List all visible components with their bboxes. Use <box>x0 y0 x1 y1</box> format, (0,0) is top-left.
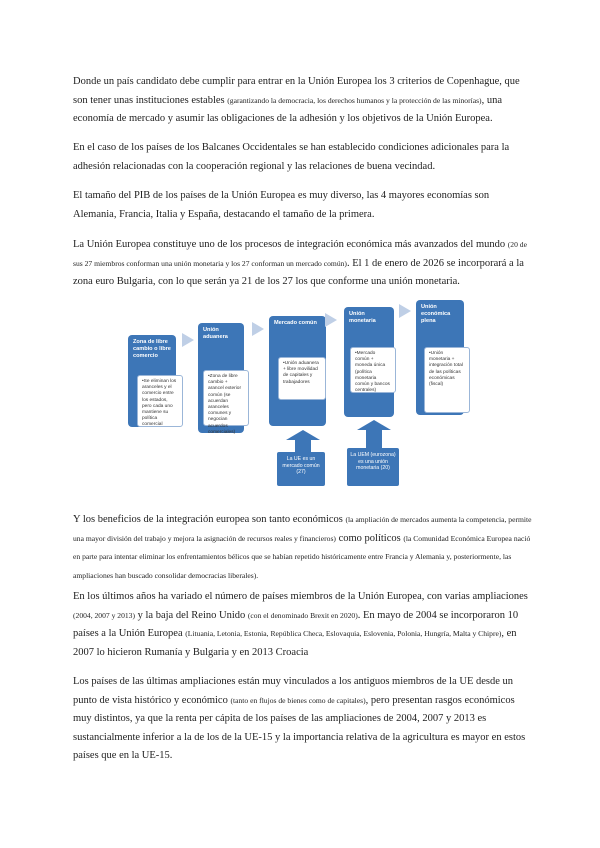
paragraph-integration: La Unión Europea constituye uno de los procesos de integración económica más avanzados del mundo (20 de sus 27 miembros conforman una unión monetaria y los 27 conforman un mercado común). El 1 de enero de 2026 se incorporará a la zona euro Bulgaria, con lo que serán ya 21 de los 27 los que conforme una unión monetaria. <box>73 239 527 287</box>
stage-free-trade: Zona de libre cambio o libre comercio <box>128 335 176 427</box>
paragraph-benefits: Y los beneficios de la integración europea son tanto económicos (la ampliación de mercados aumenta la competencia, permite una mayor división del trabajo y mejora la asignación de recursos reales y financieros) como políticos (la Comunidad Económica Europea nació en parte para intentar eliminar los enfrentamientos bélicos que se habían repetido históricamente entre Francia y Alemania y, posteriormente, las ampliaciones han buscado consolidar democracias liberales). <box>73 514 532 580</box>
stage-common-market: Mercado común <box>269 316 326 426</box>
stage-free-trade-box: •Se eliminan los aranceles y el comercio entre los estados, pero cada uno mantiene su política comercial <box>137 375 183 427</box>
arrow-icon <box>399 304 411 318</box>
paragraph-gdp: El tamaño del PIB de los países de la Unión Europea es muy diverso, las 4 mayores economías son Alemania, Francia, Italia y España, destacando el tamaño de la primera. <box>73 190 490 220</box>
up-arrow-icon <box>357 420 391 448</box>
paragraph-new-members: Los países de las últimas ampliaciones están muy vinculados a los antiguos miembros de la UE desde un punto de vista histórico y económico (tanto en flujos de bienes como de capitales), pero presentan rasgos económicos muy distintos, ya que la renta per cápita de los países de las ampliaciones de 2004, 2007 y 2013 es sustancialmente inferior a la de los de la UE-15 y la importancia relativa de la agricultura es mayor en estos países que en la UE-15. <box>73 676 526 761</box>
stage-monetary-union: Unión monetaria <box>344 307 394 417</box>
up-arrow-icon <box>286 430 320 452</box>
arrow-icon <box>252 322 264 336</box>
stage-monetary-union-box: •Mercado común + moneda única (política monetaria común y bancos centrales) <box>350 347 396 393</box>
note-eurozone: La UEM (eurozona) es una unión monetaria (20) <box>347 448 399 486</box>
arrow-icon <box>182 333 194 347</box>
paragraph-copenhagen: Donde un país candidato debe cumplir para entrar en la Unión Europea los 3 criterios de Copenhague, que son tener unas instituciones estables (garantizando la democracia, los derechos humanos y la protección de las minorías), una economía de mercado y asumir las obligaciones de la adhesión y los objetivos de la Unión Europea. <box>73 76 520 124</box>
paragraph-enlargements: En los últimos años ha variado el número de países miembros de la Unión Europea, con varias ampliaciones (2004, 2007 y 2013) y la baja del Reino Unido (con el denominado Brexit en 2020). En mayo de 2004 se incorporaron 10 países a la Unión Europea (Lituania, Letonia, Estonia, República Checa, Eslovaquia, Eslovenia, Polonia, Hungría, Malta y Chipre), en 2007 lo hicieron Rumanía y Bulgaria y en 2013 Croacia <box>73 591 528 658</box>
arrow-icon <box>325 313 337 327</box>
note-common-market: La UE es un mercado común (27) <box>277 452 325 486</box>
stage-customs-union-box: •Zona de libre cambio + arancel exterior común (se acuerdan aranceles comunes y negocian acuerdos comerciales) <box>203 370 249 426</box>
paragraph-balkans: En el caso de los países de los Balcanes Occidentales se han establecido condiciones adicionales para la adhesión relacionadas con la cooperación regional y las relaciones de buena vecindad. <box>73 142 510 172</box>
stage-common-market-box: •Unión aduanera + libre movilidad de capitales y trabajadores <box>278 357 326 400</box>
stage-full-economic-union: Unión económica plena <box>416 300 464 415</box>
stage-customs-union: Unión aduanera <box>198 323 244 433</box>
stage-full-economic-union-box: •Unión monetaria + integración total de las políticas económicas (fiscal) <box>424 347 470 413</box>
